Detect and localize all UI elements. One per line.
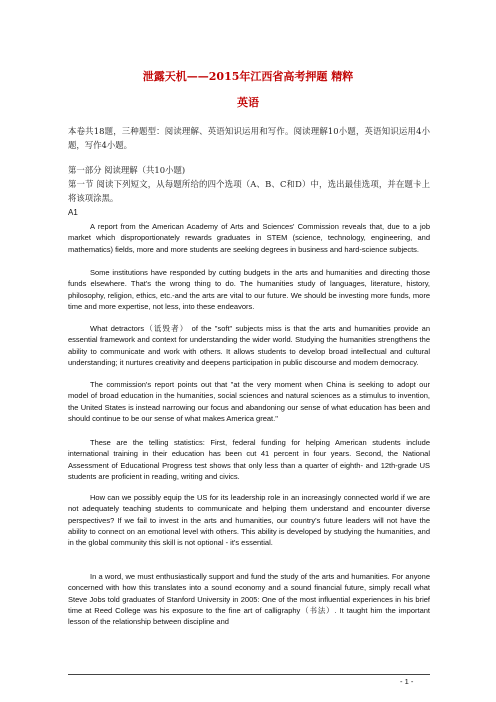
paragraph-3: What detractors（诋毁者） of the "soft" subjects miss is that the arts and humanities provide an essential framework and context for understanding the wider world. Studying the humanities strengthens the ability to communicate and work with others. It allows students to develop broad intellectual and cultural understanding; it nurtures creativity and deepens participation in public discourse and modem democracy. bbox=[68, 324, 430, 367]
passage-label: A1 bbox=[68, 208, 78, 217]
page-number: - 1 - bbox=[400, 677, 414, 686]
paragraph-7: In a word, we must enthusiastically support and fund the study of the arts and humanities. For anyone concerned with how this translates into a sound economy and a sound financial future, simply recall what Steve Jobs told graduates of Stanford University in 2005: One of the most influential experiences in his brief time at Reed College was his exposure to the fine art of calligraphy（书法）. It taught him the important lesson of the relationship between discipline and bbox=[68, 572, 430, 627]
paragraph-2: Some institutions have responded by cutting budgets in the arts and humanities and directing those funds elsewhere. That's the wrong thing to do. The humanities study of languages, literature, history, philosophy, religion, ethics, etc.-and the arts are vital to our future. We should be investing more funds, more time and more expertise, not less, into these endeavors. bbox=[68, 268, 430, 311]
part-one-title: 第一部分 阅读理解（共10小题) bbox=[68, 165, 186, 175]
paragraph-5: These are the telling statistics: First, federal funding for helping American students include international training in their education has been cut 41 percent in four years. Second, the National Assessment of Educational Progress test shows that only less than a quarter of eighth- and 12th-grade US students are proficient in reading, writing and civics. bbox=[68, 438, 430, 481]
section-one-instructions: 第一节 阅读下列短文，从每题所给的四个选项（A、B、C和D）中，选出最佳选项，并在题卡上将该项涂黑。 bbox=[68, 179, 430, 203]
paragraph-4: The commission's report points out that "at the very moment when China is seeking to adopt our model of broad education in the humanities, social sciences and natural sciences as a stimulus to invention, the United States is instead narrowing our focus and abandoning our sense of what education has been and should continue to be our sense of what makes America great." bbox=[68, 380, 430, 423]
exam-intro: 本卷共18题，三种题型：阅读理解、英语知识运用和写作。阅读理解10小题，英语知识运用4小题，写作4小题。 bbox=[68, 126, 430, 150]
paragraph-1: A report from the American Academy of Arts and Sciences' Commission reveals that, due to a job market which disproportionately rewards graduates in STEM (science, technology, engineering, and mathematics) fields, more and more students are seeking degrees in business and hard-science subjects. bbox=[68, 222, 430, 254]
paragraph-6: How can we possibly equip the US for its leadership role in an increasingly connected world if we are not adequately teaching students to communicate and helping them understand and encounter diverse perspectives? If we fail to invest in the arts and humanities, our country's future leaders will not have the ability to connect on an emotional level with others. This ability is developed by studying the humanities, and in the global community this skill is not optional - it's essential. bbox=[68, 493, 430, 548]
subject-heading: 英语 bbox=[237, 96, 259, 109]
footer-divider bbox=[68, 674, 430, 675]
document-title: 泄露天机——2015年江西省高考押题 精粹 bbox=[142, 70, 354, 83]
